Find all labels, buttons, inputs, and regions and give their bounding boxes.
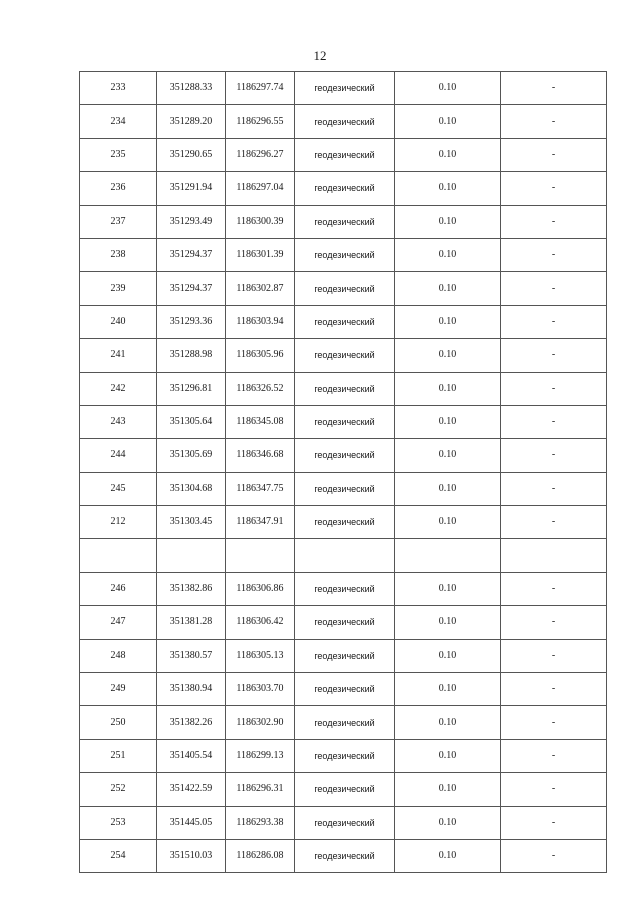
y-coordinate-cell: 1186305.13 (226, 639, 295, 672)
note-cell: - (501, 806, 607, 839)
table-row (80, 673, 607, 706)
table-row (80, 572, 607, 605)
method-cell: геодезический (295, 739, 395, 772)
x-coordinate-cell: 351293.36 (157, 305, 226, 338)
y-coordinate-cell: 1186347.91 (226, 506, 295, 539)
table-row (80, 105, 607, 138)
x-coordinate-cell: 351382.26 (157, 706, 226, 739)
x-coordinate-cell: 351380.94 (157, 673, 226, 706)
note-cell: - (501, 238, 607, 271)
y-coordinate-cell: 1186299.13 (226, 739, 295, 772)
accuracy-cell: 0.10 (395, 606, 501, 639)
x-coordinate-cell: 351303.45 (157, 506, 226, 539)
x-coordinate-cell: 351291.94 (157, 172, 226, 205)
point-number-cell: 234 (80, 105, 157, 138)
accuracy-cell: 0.10 (395, 839, 501, 872)
method-cell: геодезический (295, 205, 395, 238)
accuracy-cell: 0.10 (395, 105, 501, 138)
method-cell: геодезический (295, 706, 395, 739)
note-cell: - (501, 372, 607, 405)
method-cell: геодезический (295, 305, 395, 338)
point-number-cell: 235 (80, 138, 157, 171)
accuracy-cell: 0.10 (395, 739, 501, 772)
method-cell: геодезический (295, 238, 395, 271)
y-coordinate-cell: 1186293.38 (226, 806, 295, 839)
y-coordinate-cell: 1186305.96 (226, 339, 295, 372)
accuracy-cell (395, 539, 501, 572)
method-cell: геодезический (295, 405, 395, 438)
table-row (80, 506, 607, 539)
point-number-cell: 250 (80, 706, 157, 739)
y-coordinate-cell: 1186296.55 (226, 105, 295, 138)
method-cell: геодезический (295, 439, 395, 472)
y-coordinate-cell: 1186345.08 (226, 405, 295, 438)
table-row (80, 539, 607, 572)
note-cell: - (501, 706, 607, 739)
table-row (80, 739, 607, 772)
note-cell: - (501, 439, 607, 472)
method-cell: геодезический (295, 72, 395, 105)
point-number-cell: 249 (80, 673, 157, 706)
y-coordinate-cell: 1186296.31 (226, 773, 295, 806)
point-number-cell: 233 (80, 72, 157, 105)
table-row (80, 339, 607, 372)
coordinates-table (79, 71, 607, 873)
accuracy-cell: 0.10 (395, 806, 501, 839)
x-coordinate-cell: 351305.69 (157, 439, 226, 472)
table-row (80, 839, 607, 872)
point-number-cell: 238 (80, 238, 157, 271)
x-coordinate-cell: 351304.68 (157, 472, 226, 505)
x-coordinate-cell: 351445.05 (157, 806, 226, 839)
method-cell: геодезический (295, 839, 395, 872)
table-row (80, 439, 607, 472)
note-cell: - (501, 606, 607, 639)
x-coordinate-cell (157, 539, 226, 572)
x-coordinate-cell: 351380.57 (157, 639, 226, 672)
y-coordinate-cell: 1186326.52 (226, 372, 295, 405)
note-cell: - (501, 339, 607, 372)
note-cell: - (501, 673, 607, 706)
x-coordinate-cell: 351290.65 (157, 138, 226, 171)
method-cell: геодезический (295, 639, 395, 672)
method-cell: геодезический (295, 606, 395, 639)
table-row (80, 305, 607, 338)
note-cell: - (501, 572, 607, 605)
table-row (80, 773, 607, 806)
note-cell: - (501, 138, 607, 171)
accuracy-cell: 0.10 (395, 472, 501, 505)
note-cell: - (501, 839, 607, 872)
y-coordinate-cell: 1186300.39 (226, 205, 295, 238)
accuracy-cell: 0.10 (395, 405, 501, 438)
y-coordinate-cell: 1186297.74 (226, 72, 295, 105)
method-cell: геодезический (295, 506, 395, 539)
point-number-cell: 244 (80, 439, 157, 472)
accuracy-cell: 0.10 (395, 673, 501, 706)
accuracy-cell: 0.10 (395, 773, 501, 806)
table-row (80, 639, 607, 672)
note-cell: - (501, 739, 607, 772)
accuracy-cell: 0.10 (395, 238, 501, 271)
point-number-cell: 242 (80, 372, 157, 405)
x-coordinate-cell: 351510.03 (157, 839, 226, 872)
accuracy-cell: 0.10 (395, 339, 501, 372)
y-coordinate-cell: 1186302.90 (226, 706, 295, 739)
table-row (80, 205, 607, 238)
method-cell: геодезический (295, 673, 395, 706)
x-coordinate-cell: 351422.59 (157, 773, 226, 806)
point-number-cell: 243 (80, 405, 157, 438)
method-cell (295, 539, 395, 572)
accuracy-cell: 0.10 (395, 639, 501, 672)
y-coordinate-cell: 1186301.39 (226, 238, 295, 271)
table-row (80, 72, 607, 105)
point-number-cell: 248 (80, 639, 157, 672)
x-coordinate-cell: 351405.54 (157, 739, 226, 772)
x-coordinate-cell: 351382.86 (157, 572, 226, 605)
x-coordinate-cell: 351381.28 (157, 606, 226, 639)
accuracy-cell: 0.10 (395, 138, 501, 171)
table-row (80, 606, 607, 639)
point-number-cell: 236 (80, 172, 157, 205)
accuracy-cell: 0.10 (395, 72, 501, 105)
method-cell: геодезический (295, 372, 395, 405)
accuracy-cell: 0.10 (395, 272, 501, 305)
accuracy-cell: 0.10 (395, 706, 501, 739)
note-cell: - (501, 472, 607, 505)
method-cell: геодезический (295, 172, 395, 205)
y-coordinate-cell: 1186346.68 (226, 439, 295, 472)
y-coordinate-cell: 1186296.27 (226, 138, 295, 171)
accuracy-cell: 0.10 (395, 372, 501, 405)
point-number-cell: 247 (80, 606, 157, 639)
y-coordinate-cell: 1186286.08 (226, 839, 295, 872)
table-row (80, 238, 607, 271)
accuracy-cell: 0.10 (395, 572, 501, 605)
y-coordinate-cell: 1186306.42 (226, 606, 295, 639)
x-coordinate-cell: 351288.33 (157, 72, 226, 105)
table-row (80, 172, 607, 205)
y-coordinate-cell: 1186303.94 (226, 305, 295, 338)
accuracy-cell: 0.10 (395, 439, 501, 472)
note-cell: - (501, 172, 607, 205)
method-cell: геодезический (295, 773, 395, 806)
point-number-cell: 241 (80, 339, 157, 372)
accuracy-cell: 0.10 (395, 172, 501, 205)
y-coordinate-cell (226, 539, 295, 572)
page-number: 12 (313, 48, 327, 63)
note-cell: - (501, 639, 607, 672)
note-cell: - (501, 305, 607, 338)
note-cell: - (501, 205, 607, 238)
accuracy-cell: 0.10 (395, 305, 501, 338)
y-coordinate-cell: 1186347.75 (226, 472, 295, 505)
x-coordinate-cell: 351305.64 (157, 405, 226, 438)
y-coordinate-cell: 1186302.87 (226, 272, 295, 305)
point-number-cell: 212 (80, 506, 157, 539)
point-number-cell: 253 (80, 806, 157, 839)
note-cell: - (501, 72, 607, 105)
method-cell: геодезический (295, 138, 395, 171)
point-number-cell: 239 (80, 272, 157, 305)
table-row (80, 372, 607, 405)
x-coordinate-cell: 351294.37 (157, 238, 226, 271)
x-coordinate-cell: 351289.20 (157, 105, 226, 138)
note-cell (501, 539, 607, 572)
method-cell: геодезический (295, 806, 395, 839)
point-number-cell: 254 (80, 839, 157, 872)
x-coordinate-cell: 351294.37 (157, 272, 226, 305)
coordinates-table-body (80, 72, 607, 873)
method-cell: геодезический (295, 105, 395, 138)
note-cell: - (501, 272, 607, 305)
method-cell: геодезический (295, 472, 395, 505)
note-cell: - (501, 506, 607, 539)
method-cell: геодезический (295, 572, 395, 605)
method-cell: геодезический (295, 272, 395, 305)
table-row (80, 706, 607, 739)
method-cell: геодезический (295, 339, 395, 372)
point-number-cell: 246 (80, 572, 157, 605)
table-row (80, 472, 607, 505)
table-row (80, 405, 607, 438)
accuracy-cell: 0.10 (395, 205, 501, 238)
note-cell: - (501, 773, 607, 806)
y-coordinate-cell: 1186306.86 (226, 572, 295, 605)
x-coordinate-cell: 351288.98 (157, 339, 226, 372)
y-coordinate-cell: 1186303.70 (226, 673, 295, 706)
point-number-cell (80, 539, 157, 572)
table-row (80, 272, 607, 305)
x-coordinate-cell: 351296.81 (157, 372, 226, 405)
point-number-cell: 237 (80, 205, 157, 238)
note-cell: - (501, 105, 607, 138)
point-number-cell: 252 (80, 773, 157, 806)
table-row (80, 138, 607, 171)
x-coordinate-cell: 351293.49 (157, 205, 226, 238)
point-number-cell: 245 (80, 472, 157, 505)
note-cell: - (501, 405, 607, 438)
point-number-cell: 251 (80, 739, 157, 772)
point-number-cell: 240 (80, 305, 157, 338)
y-coordinate-cell: 1186297.04 (226, 172, 295, 205)
table-row (80, 806, 607, 839)
accuracy-cell: 0.10 (395, 506, 501, 539)
